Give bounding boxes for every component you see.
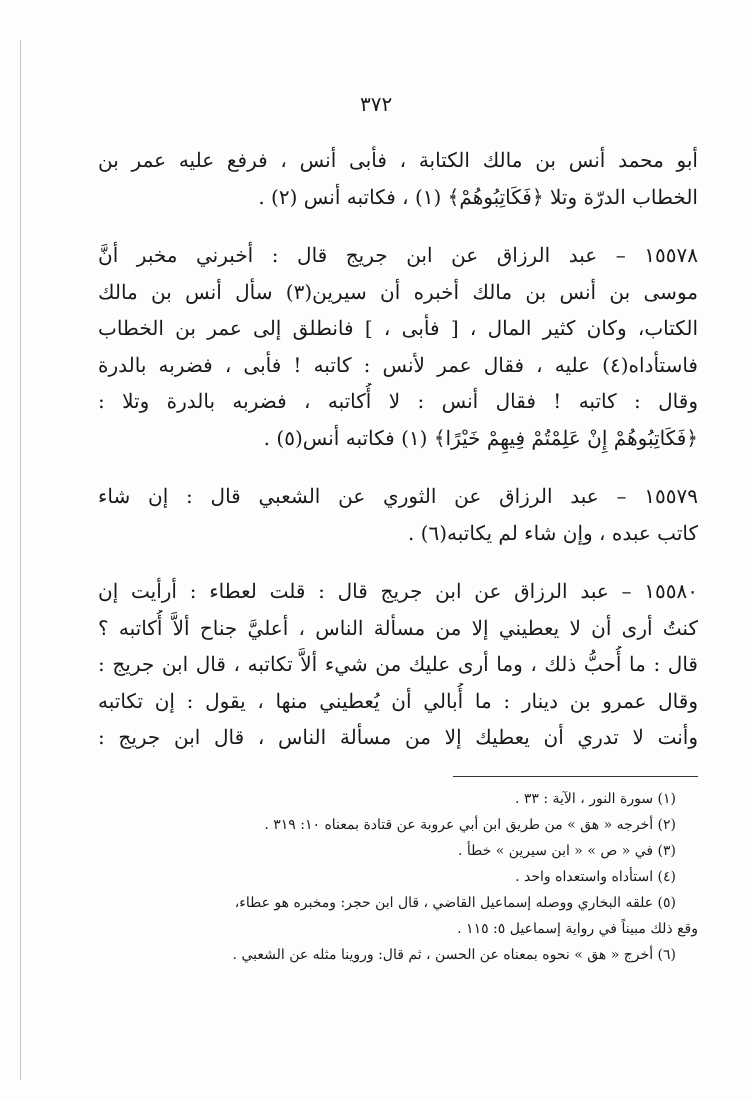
page-number: ٣٧٢ xyxy=(360,92,393,116)
footnote: (٥) علقه البخاري ووصله إسماعيل القاضي ، قال ابن حجر: ومخبره هو عطاء، xyxy=(234,895,676,911)
footnote: (٤) استأداه واستعداه واحد . xyxy=(515,869,676,885)
text-line: الخطاب الدرّة وتلا ﴿فَكَاتِبُوهُمْ﴾ (١) ، فكاتبه أنس (٢) . xyxy=(258,184,698,209)
text-line: الكتاب، وكان كثير المال ، [ فأبى ، ] فانطلق إلى عمر بن الخطاب xyxy=(98,316,698,340)
text-line: ﴿فَكَاتِبُوهُمْ إِنْ عَلِمْتُمْ فِيهِمْ خَيْرًا﴾ (١) فكاتبه أنس(٥) . xyxy=(263,425,698,450)
text-line: وقال عمرو بن دينار : ما أُبالي أن يُعطيني منها ، يقول : إن تكاتبه xyxy=(98,688,698,713)
text-line: كنتُ أرى أن لا يعطيني إلا من مسألة الناس ، أعليَّ جناح ألاَّ أُكاتبه ؟ xyxy=(98,615,698,640)
text-line: وأنت لا تدري أن يعطيك إلا من مسألة الناس ، قال ابن جريج : xyxy=(98,725,698,749)
scan-edge-line xyxy=(20,40,21,1080)
text-line: أبو محمد أنس بن مالك الكتابة ، فأبى أنس ، فرفع عليه عمر بن xyxy=(98,148,698,172)
footnote: (١) سورة النور ، الآية : ٣٣ . xyxy=(514,791,676,807)
text-line: ١٥٥٨٠ – عبد الرزاق عن ابن جريج قال : قلت لعطاء : أرأيت إن xyxy=(98,579,698,603)
text-line: وقال : كاتبه ! فقال أنس : لا أُكاتبه ، فضربه بالدرة وتلا : xyxy=(98,389,698,413)
paragraph xyxy=(98,237,698,456)
text-line: كاتب عبده ، وإن شاء لم يكاتبه(٦) . xyxy=(407,520,698,545)
text-line: قال : ما أُحبُّ ذلك ، وما أرى عليك من شيء ألاَّ تكاتبه ، قال ابن جريج : xyxy=(98,652,698,676)
footnote: (٣) في « ص » « ابن سيرين » خطأ . xyxy=(457,843,676,859)
footnote: (٢) أخرجه « هق » من طريق ابن أبي عروبة عن قتادة بمعناه ١٠: ٣١٩ . xyxy=(264,817,676,833)
footnote-continuation: وقع ذلك مبيناً في رواية إسماعيل ٥: ١١٥ . xyxy=(457,921,698,937)
text-line: ١٥٥٧٩ – عبد الرزاق عن الثوري عن الشعبي قال : إن شاء xyxy=(98,484,698,508)
footnote: (٦) أخرج « هق » نحوه بمعناه عن الحسن ، ثم قال: وروينا مثله عن الشعبي . xyxy=(232,947,676,963)
text-line: فاستأداه(٤) عليه ، فقال عمر لأنس : كاتبه ! فأبى ، فضربه بالدرة xyxy=(98,352,698,377)
text-line: ١٥٥٧٨ – عبد الرزاق عن ابن جريج قال : أخبرني مخبر أنَّ xyxy=(98,243,698,267)
text-line: موسى بن أنس بن مالك أخبره أن سيرين(٣) سأل أنس بن مالك xyxy=(98,279,698,304)
footnotes xyxy=(98,786,698,968)
paragraph xyxy=(98,573,698,756)
paragraph xyxy=(98,478,698,551)
main-text xyxy=(98,142,698,756)
paragraph xyxy=(98,142,698,215)
footnote-divider xyxy=(453,776,698,777)
